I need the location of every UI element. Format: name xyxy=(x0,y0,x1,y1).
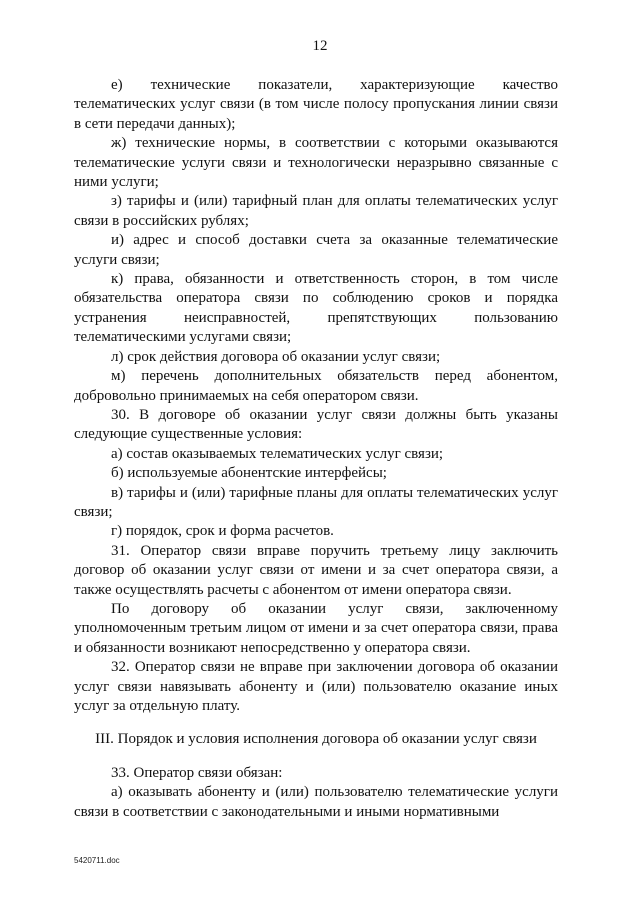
page-number: 12 xyxy=(312,38,328,54)
clause-30: 30. В договоре об оказании услуг связи должны быть указаны следующие существенные условия: xyxy=(74,406,558,443)
paragraph-l: л) срок действия договора об оказании услуг связи; xyxy=(111,348,441,365)
paragraph-k: к) права, обязанности и ответственность сторон, в том числе обязательства оператора связи по соблюдению сроков и порядка устранения неисправностей, препятствующих пользованию телематическими услугами связи; xyxy=(74,271,558,346)
paragraph-z: з) тарифы и (или) тарифный план для оплаты телематических услуг связи в российских рублях; xyxy=(74,193,558,229)
paragraph-zh: ж) технические нормы, в соответствии с которыми оказываются телематические услуги связи и технологически неразрывно связанные с ними услуги; xyxy=(74,135,558,191)
paragraph-m: м) перечень дополнительных обязательств перед абонентом, добровольно принимаемых на себя оператором связи. xyxy=(74,368,558,404)
clause-31: 31. Оператор связи вправе поручить третьему лицу заключить договор об оказании услуг связи от имени и за счет оператора связи, а также осуществлять расчеты с абонентом от имени оператора связи. xyxy=(74,542,558,598)
clause-30-g: г) порядок, срок и форма расчетов. xyxy=(111,523,334,540)
clause-30-v: в) тарифы и (или) тарифные планы для оплаты телематических услуг связи; xyxy=(74,484,558,520)
clause-32: 32. Оператор связи не вправе при заключении договора об оказании услуг связи навязывать абоненту и (или) пользователю оказание иных услуг за отдельную плату. xyxy=(74,659,558,714)
paragraph-i: и) адрес и способ доставки счета за оказанные телематические услуги связи; xyxy=(74,232,558,268)
clause-33-a: а) оказывать абоненту и (или) пользователю телематические услуги связи в соответствии с законодательными и иными нормативными xyxy=(74,784,558,820)
document-body xyxy=(74,76,558,822)
clause-30-a: а) состав оказываемых телематических услуг связи; xyxy=(111,445,444,462)
clause-30-b: б) используемые абонентские интерфейсы; xyxy=(111,465,387,482)
clause-31-continued: По договору об оказании услуг связи, заключенному уполномоченным третьим лицом от имени и за счет оператора связи, права и обязанности возникают непосредственно у оператора связи. xyxy=(74,600,558,656)
file-name-footer: 5420711.doc xyxy=(74,856,120,865)
paragraph-e: е) технические показатели, характеризующие качество телематических услуг связи (в том числе полосу пропускания линии связи в сети передачи данных); xyxy=(74,77,558,132)
section-heading: III. Порядок и условия исполнения договора об оказании услуг связи xyxy=(95,731,537,748)
clause-33: 33. Оператор связи обязан: xyxy=(111,764,283,781)
